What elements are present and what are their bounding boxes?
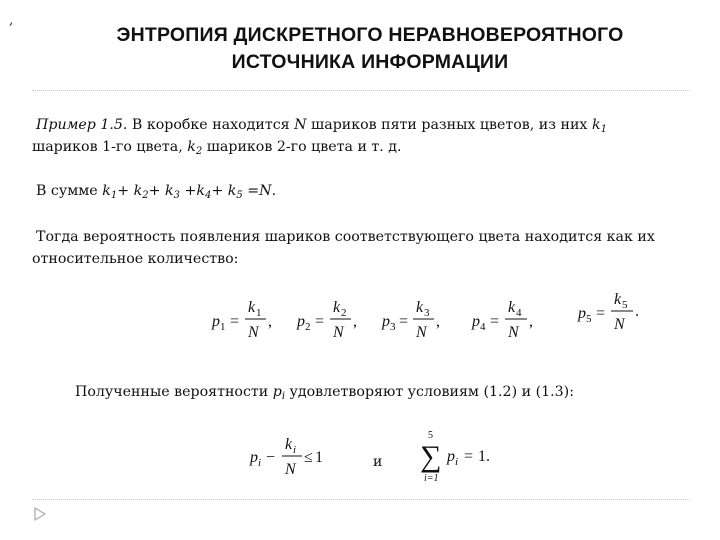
op: + bbox=[117, 183, 134, 199]
p-subscript: 5 bbox=[586, 313, 592, 325]
var-k: k bbox=[102, 183, 111, 199]
le-sign: ≤ bbox=[304, 449, 313, 466]
paragraph-1-line-1 bbox=[36, 114, 607, 136]
k-subscript: i bbox=[293, 444, 297, 456]
subscript: i bbox=[281, 391, 286, 402]
subscript: 2 bbox=[195, 146, 203, 157]
equals-sign: = bbox=[230, 313, 240, 330]
text: удовлетворяют условиям (1.2) и (1.3): bbox=[285, 384, 574, 400]
formula-p3 bbox=[381, 299, 440, 341]
paragraph-2-sum bbox=[36, 180, 276, 202]
p-subscript: 4 bbox=[480, 321, 486, 333]
i-subscript: i bbox=[258, 457, 262, 469]
p-symbol: p bbox=[382, 313, 390, 330]
k-subscript: 3 bbox=[424, 307, 430, 319]
title-line-1: ЭНТРОПИЯ ДИСКРЕТНОГО НЕРАВНОВЕРОЯТНОГО bbox=[116, 24, 624, 46]
p-symbol: p bbox=[212, 313, 220, 330]
subscript: 5 bbox=[236, 190, 243, 201]
text: В сумме bbox=[36, 183, 103, 199]
op: + bbox=[148, 183, 165, 199]
subscript: 1 bbox=[600, 124, 607, 135]
var-p: p bbox=[272, 384, 282, 400]
k-symbol: k bbox=[508, 299, 516, 316]
equals-sign: = bbox=[399, 313, 409, 330]
formula-p5 bbox=[577, 291, 639, 333]
formula-p1 bbox=[211, 299, 272, 341]
subscript: 2 bbox=[142, 190, 149, 201]
equals-sign: = bbox=[596, 305, 606, 322]
sigma-sign: ∑ bbox=[420, 440, 442, 473]
paragraph-3-line-2: относительное количество: bbox=[32, 251, 239, 267]
k-symbol: k bbox=[285, 436, 293, 453]
var-k: k bbox=[591, 117, 601, 133]
bottom-divider bbox=[32, 499, 690, 500]
k-subscript: 1 bbox=[256, 307, 262, 319]
slide-title bbox=[60, 22, 680, 76]
k-subscript: 5 bbox=[622, 299, 628, 311]
p-subscript: 3 bbox=[390, 321, 396, 333]
period: . bbox=[635, 303, 639, 320]
top-divider bbox=[32, 90, 690, 91]
i-subscript: i bbox=[455, 456, 459, 468]
comma: , bbox=[529, 313, 533, 330]
sum-formula bbox=[420, 430, 490, 484]
p-subscript: 1 bbox=[220, 321, 226, 333]
p-symbol: p bbox=[250, 449, 258, 466]
var-N: N bbox=[294, 117, 307, 133]
subscript: 3 bbox=[173, 190, 180, 201]
triangle-arrow-icon[interactable] bbox=[34, 507, 46, 521]
formula-p4 bbox=[471, 299, 533, 341]
N-symbol: N bbox=[285, 461, 296, 478]
paragraph-3-line-1: Тогда вероятность появления шариков соответствующего цвета находится как их bbox=[36, 229, 655, 245]
subscript: 1 bbox=[110, 190, 118, 201]
and-word: и bbox=[373, 454, 383, 470]
var-k: k bbox=[133, 183, 143, 199]
sum-upper-limit: 5 bbox=[428, 430, 433, 441]
example-label: Пример 1.5 bbox=[36, 117, 123, 133]
text: шариков 1-го цвета, bbox=[32, 139, 188, 155]
N-symbol: N bbox=[508, 324, 519, 341]
equals-sign: = bbox=[490, 313, 500, 330]
sum-lower-limit: i=1 bbox=[424, 473, 439, 484]
left-margin bbox=[0, 0, 19, 540]
comma: , bbox=[268, 313, 272, 330]
text: шариков пяти разных цветов, из них bbox=[306, 117, 592, 133]
text: . В коробке находится bbox=[122, 117, 295, 133]
p-symbol: p bbox=[472, 313, 480, 330]
title-line-2: ИСТОЧНИКА ИНФОРМАЦИИ bbox=[231, 51, 509, 73]
paragraph-4 bbox=[75, 381, 574, 403]
equals-sign: = bbox=[464, 448, 474, 465]
k-symbol: k bbox=[614, 291, 622, 308]
k-symbol: k bbox=[248, 299, 256, 316]
k-symbol: k bbox=[333, 299, 341, 316]
var-k: k bbox=[196, 183, 205, 199]
minus-sign: − bbox=[266, 449, 276, 466]
N-symbol: N bbox=[333, 324, 344, 341]
condition-formulas bbox=[240, 428, 520, 490]
probability-formulas bbox=[200, 286, 660, 348]
N-symbol: N bbox=[248, 324, 259, 341]
var-k: k bbox=[165, 183, 174, 199]
one: 1 bbox=[315, 449, 323, 466]
N-symbol: N bbox=[614, 316, 625, 333]
subscript: 4 bbox=[205, 190, 212, 201]
p-symbol: p bbox=[578, 305, 586, 322]
corner-mark: , bbox=[9, 12, 14, 28]
inequality-formula bbox=[249, 436, 323, 478]
p-subscript: 2 bbox=[305, 321, 311, 333]
op: + bbox=[211, 183, 228, 199]
comma: , bbox=[353, 313, 357, 330]
op: + bbox=[179, 183, 197, 199]
comma: , bbox=[436, 313, 440, 330]
k-subscript: 4 bbox=[516, 307, 522, 319]
paragraph-1-line-2 bbox=[32, 136, 402, 158]
formula-p2 bbox=[296, 299, 357, 341]
k-subscript: 2 bbox=[341, 307, 347, 319]
text: Полученные вероятности bbox=[75, 384, 273, 400]
p-symbol: p bbox=[447, 448, 455, 465]
var-N: N bbox=[259, 183, 272, 199]
var-k: k bbox=[187, 139, 196, 155]
one-dot: 1. bbox=[478, 448, 490, 465]
N-symbol: N bbox=[416, 324, 427, 341]
text: . bbox=[271, 183, 277, 199]
equals-sign: = bbox=[315, 313, 325, 330]
text: шариков 2-го цвета и т. д. bbox=[202, 139, 402, 155]
var-k: k bbox=[227, 183, 237, 199]
k-symbol: k bbox=[416, 299, 424, 316]
p-symbol: p bbox=[297, 313, 305, 330]
op: = bbox=[242, 183, 260, 199]
